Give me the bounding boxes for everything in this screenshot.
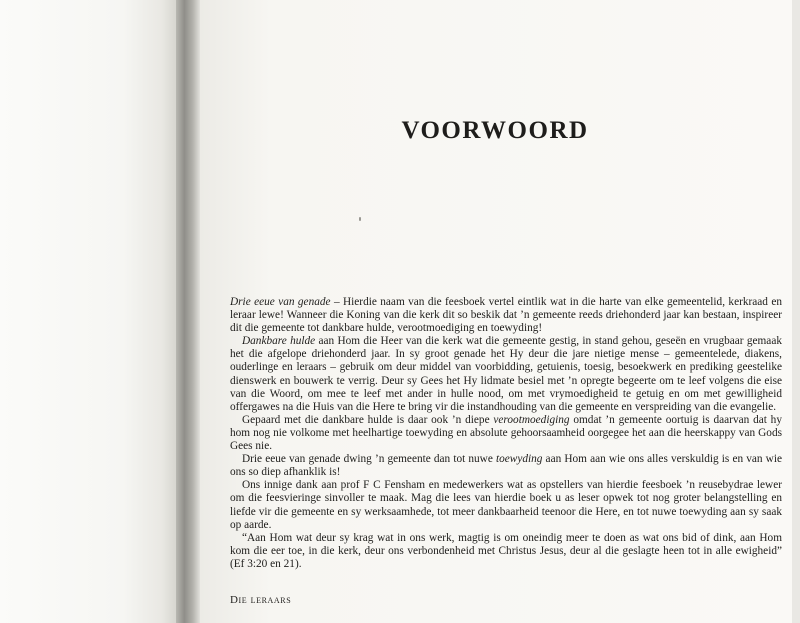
paragraph-4-text-b: aan Hom aan wie ons alles verskuldig is en van wie ons so diep afhanklik is! [230,453,782,479]
paragraph-1 [230,296,782,335]
left-page-blank [0,0,176,623]
paragraph-2 [230,335,782,414]
paragraph-5 [230,479,782,531]
paragraph-1-emphasis: Drie eeue van genade [230,296,331,308]
page-title: VOORWOORD [401,117,589,144]
foreword-body [230,296,782,571]
paragraph-3 [230,414,782,453]
signature: Die leraars [230,594,292,606]
paragraph-2-text: aan Hom die Heer van die kerk wat die gemeente gestig, in stand gehou, geseën en vrugbaar gemaak het die afgelope driehonderd jaar. In sy groot genade het Hy deur die jare nietige mense – gemeentelede, diakens, ouderlinge en leraars – gebruik om deur middel van voorbidding, getuienis, toesig, besoekwerk en prediking geestelike dienswerk en bouwerk te verrig. Deur sy Gees het Hy lidmate besiel met ’n opregte begeerte om te leef volgens die eise van die Woord, om mee te leef met ander in hulle nood, om met vrymoedigheid te getuig en om met gewilligheid offergawes na die Huis van die Here te bring vir die instandhouding van die gemeente en verspreiding van die evangelie. [230,335,782,413]
paragraph-3-text-b: omdat ’n gemeente oortuig is daarvan dat hy hom nog nie volkome met heelhartige toewyding en absolute gehoorsaamheid oorgegee het aan die heerskappy van Gods Gees nie. [230,413,782,453]
paragraph-5-text: Ons innige dank aan prof F C Fensham en medewerkers wat as opstellers van hierdie feesboek ’n reusebydrae lewer om die feesvieringe sinvoller te maak. Mag die lees van hierdie boek u as leser opwek tot nog groter belangstelling en liefde vir die gemeente en sy werksaamhede, tot meer dankbaarheid teenoor die Here, en tot nuwe toewyding aan sy saak op aarde. [230,479,782,531]
paragraph-4 [230,453,782,479]
paragraph-6-text: “Aan Hom wat deur sy krag wat in ons werk, magtig is om oneindig meer te doen as wat ons bid of dink, aan Hom kom die eer toe, in die kerk, deur ons verbondenheid met Christus Jesus, deur al die geslagte heen tot in alle ewigheid” (Ef 3:20 en 21). [230,531,782,570]
paragraph-3-text-a: Gepaard met die dankbare hulde is daar ook ’n diepe [242,413,494,426]
paragraph-4-text-a: Drie eeue van genade dwing ’n gemeente dan tot nuwe [242,453,496,466]
paragraph-2-emphasis: Dankbare hulde [242,335,316,348]
paper-speck [359,217,361,221]
paragraph-4-emphasis: toewyding [495,453,543,466]
page-edge [792,0,800,623]
book-gutter [176,0,200,623]
paragraph-6 [230,532,782,571]
paragraph-3-emphasis: verootmoediging [493,413,570,426]
paragraph-1-text: – Hierdie naam van die feesboek vertel eintlik wat in die harte van elke gemeentelid, kerkraad en leraar lewe! Wanneer die Koning van die kerk dit so beskik dat ’n gemeente reeds driehonderd jaar kan bestaan, inspireer dit die gemeente tot dankbare hulde, verootmoediging en toewyding! [230,296,782,335]
